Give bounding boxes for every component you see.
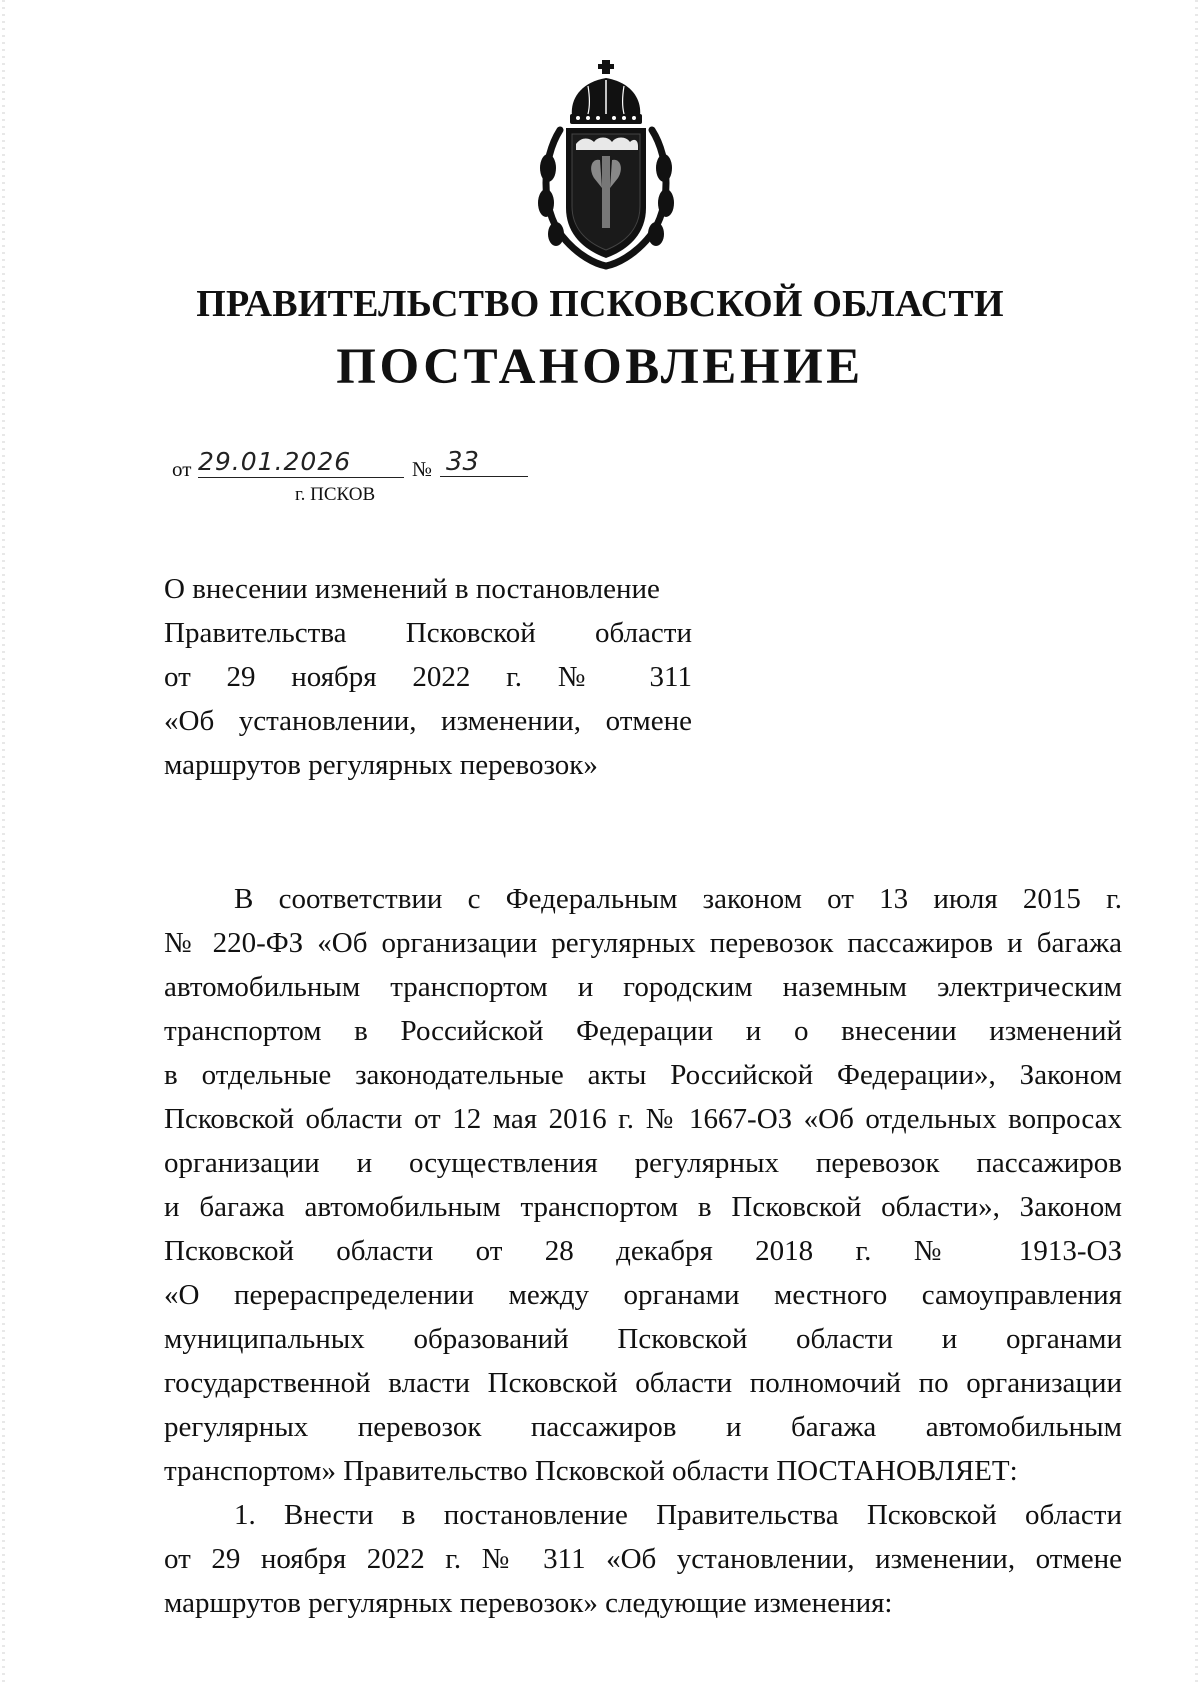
subject-line: маршрутов регулярных перевозок»	[164, 749, 598, 781]
body-line: Псковской области от 28 декабря 2018 г. № 1913-ОЗ	[164, 1235, 1122, 1267]
subject-line: «Об установлении, изменении, отмене	[164, 705, 692, 737]
body-line: организации и осуществления регулярных перевозок пассажиров	[164, 1147, 1122, 1179]
subject-line: от 29 ноября 2022 г. № 311	[164, 661, 692, 693]
body-line: государственной власти Псковской области полномочий по организации	[164, 1367, 1122, 1399]
body-line: В соответствии с Федеральным законом от 13 июля 2015 г.	[234, 883, 1122, 915]
body-line: «О перераспределении между органами местного самоуправления	[164, 1279, 1122, 1311]
document-body	[164, 877, 1122, 1625]
document-number: 33	[440, 447, 528, 477]
body-line: № 220-ФЗ «Об организации регулярных перевозок пассажиров и багажа	[164, 927, 1122, 959]
document-subject	[164, 567, 692, 787]
body-line: муниципальных образований Псковской области и органами	[164, 1323, 1122, 1355]
body-line: и багажа автомобильным транспортом в Псковской области», Законом	[164, 1191, 1122, 1223]
document-type-title: ПОСТАНОВЛЕНИЕ	[336, 339, 864, 395]
body-line: транспортом» Правительство Псковской области ПОСТАНОВЛЯЕТ:	[164, 1455, 1018, 1487]
body-line: транспортом в Российской Федерации и о внесении изменений	[164, 1015, 1122, 1047]
body-line: от 29 ноября 2022 г. № 311 «Об установлении, изменении, отмене	[164, 1543, 1122, 1575]
body-line: регулярных перевозок пассажиров и багажа автомобильным	[164, 1411, 1122, 1443]
body-line: 1. Внести в постановление Правительства Псковской области	[234, 1499, 1122, 1531]
body-line: Псковской области от 12 мая 2016 г. № 1667-ОЗ «Об отдельных вопросах	[164, 1103, 1122, 1135]
body-line: автомобильным транспортом и городским наземным электрическим	[164, 971, 1122, 1003]
body-line: маршрутов регулярных перевозок» следующие изменения:	[164, 1587, 893, 1619]
body-line: в отдельные законодательные акты Российской Федерации», Законом	[164, 1059, 1122, 1091]
city-label: г. ПСКОВ	[295, 484, 376, 505]
subject-line: Правительства Псковской области	[164, 617, 692, 649]
coat-of-arms-icon	[532, 58, 680, 270]
registration-line	[172, 447, 572, 487]
subject-line: О внесении изменений в постановление	[164, 573, 660, 605]
number-label: №	[412, 457, 433, 481]
scan-edge-right	[1195, 0, 1198, 1686]
date-prefix: от	[172, 457, 192, 481]
government-title: ПРАВИТЕЛЬСТВО ПСКОВСКОЙ ОБЛАСТИ	[196, 283, 1004, 325]
scan-edge-left	[2, 0, 5, 1686]
document-date: 29.01.2026	[198, 447, 404, 478]
